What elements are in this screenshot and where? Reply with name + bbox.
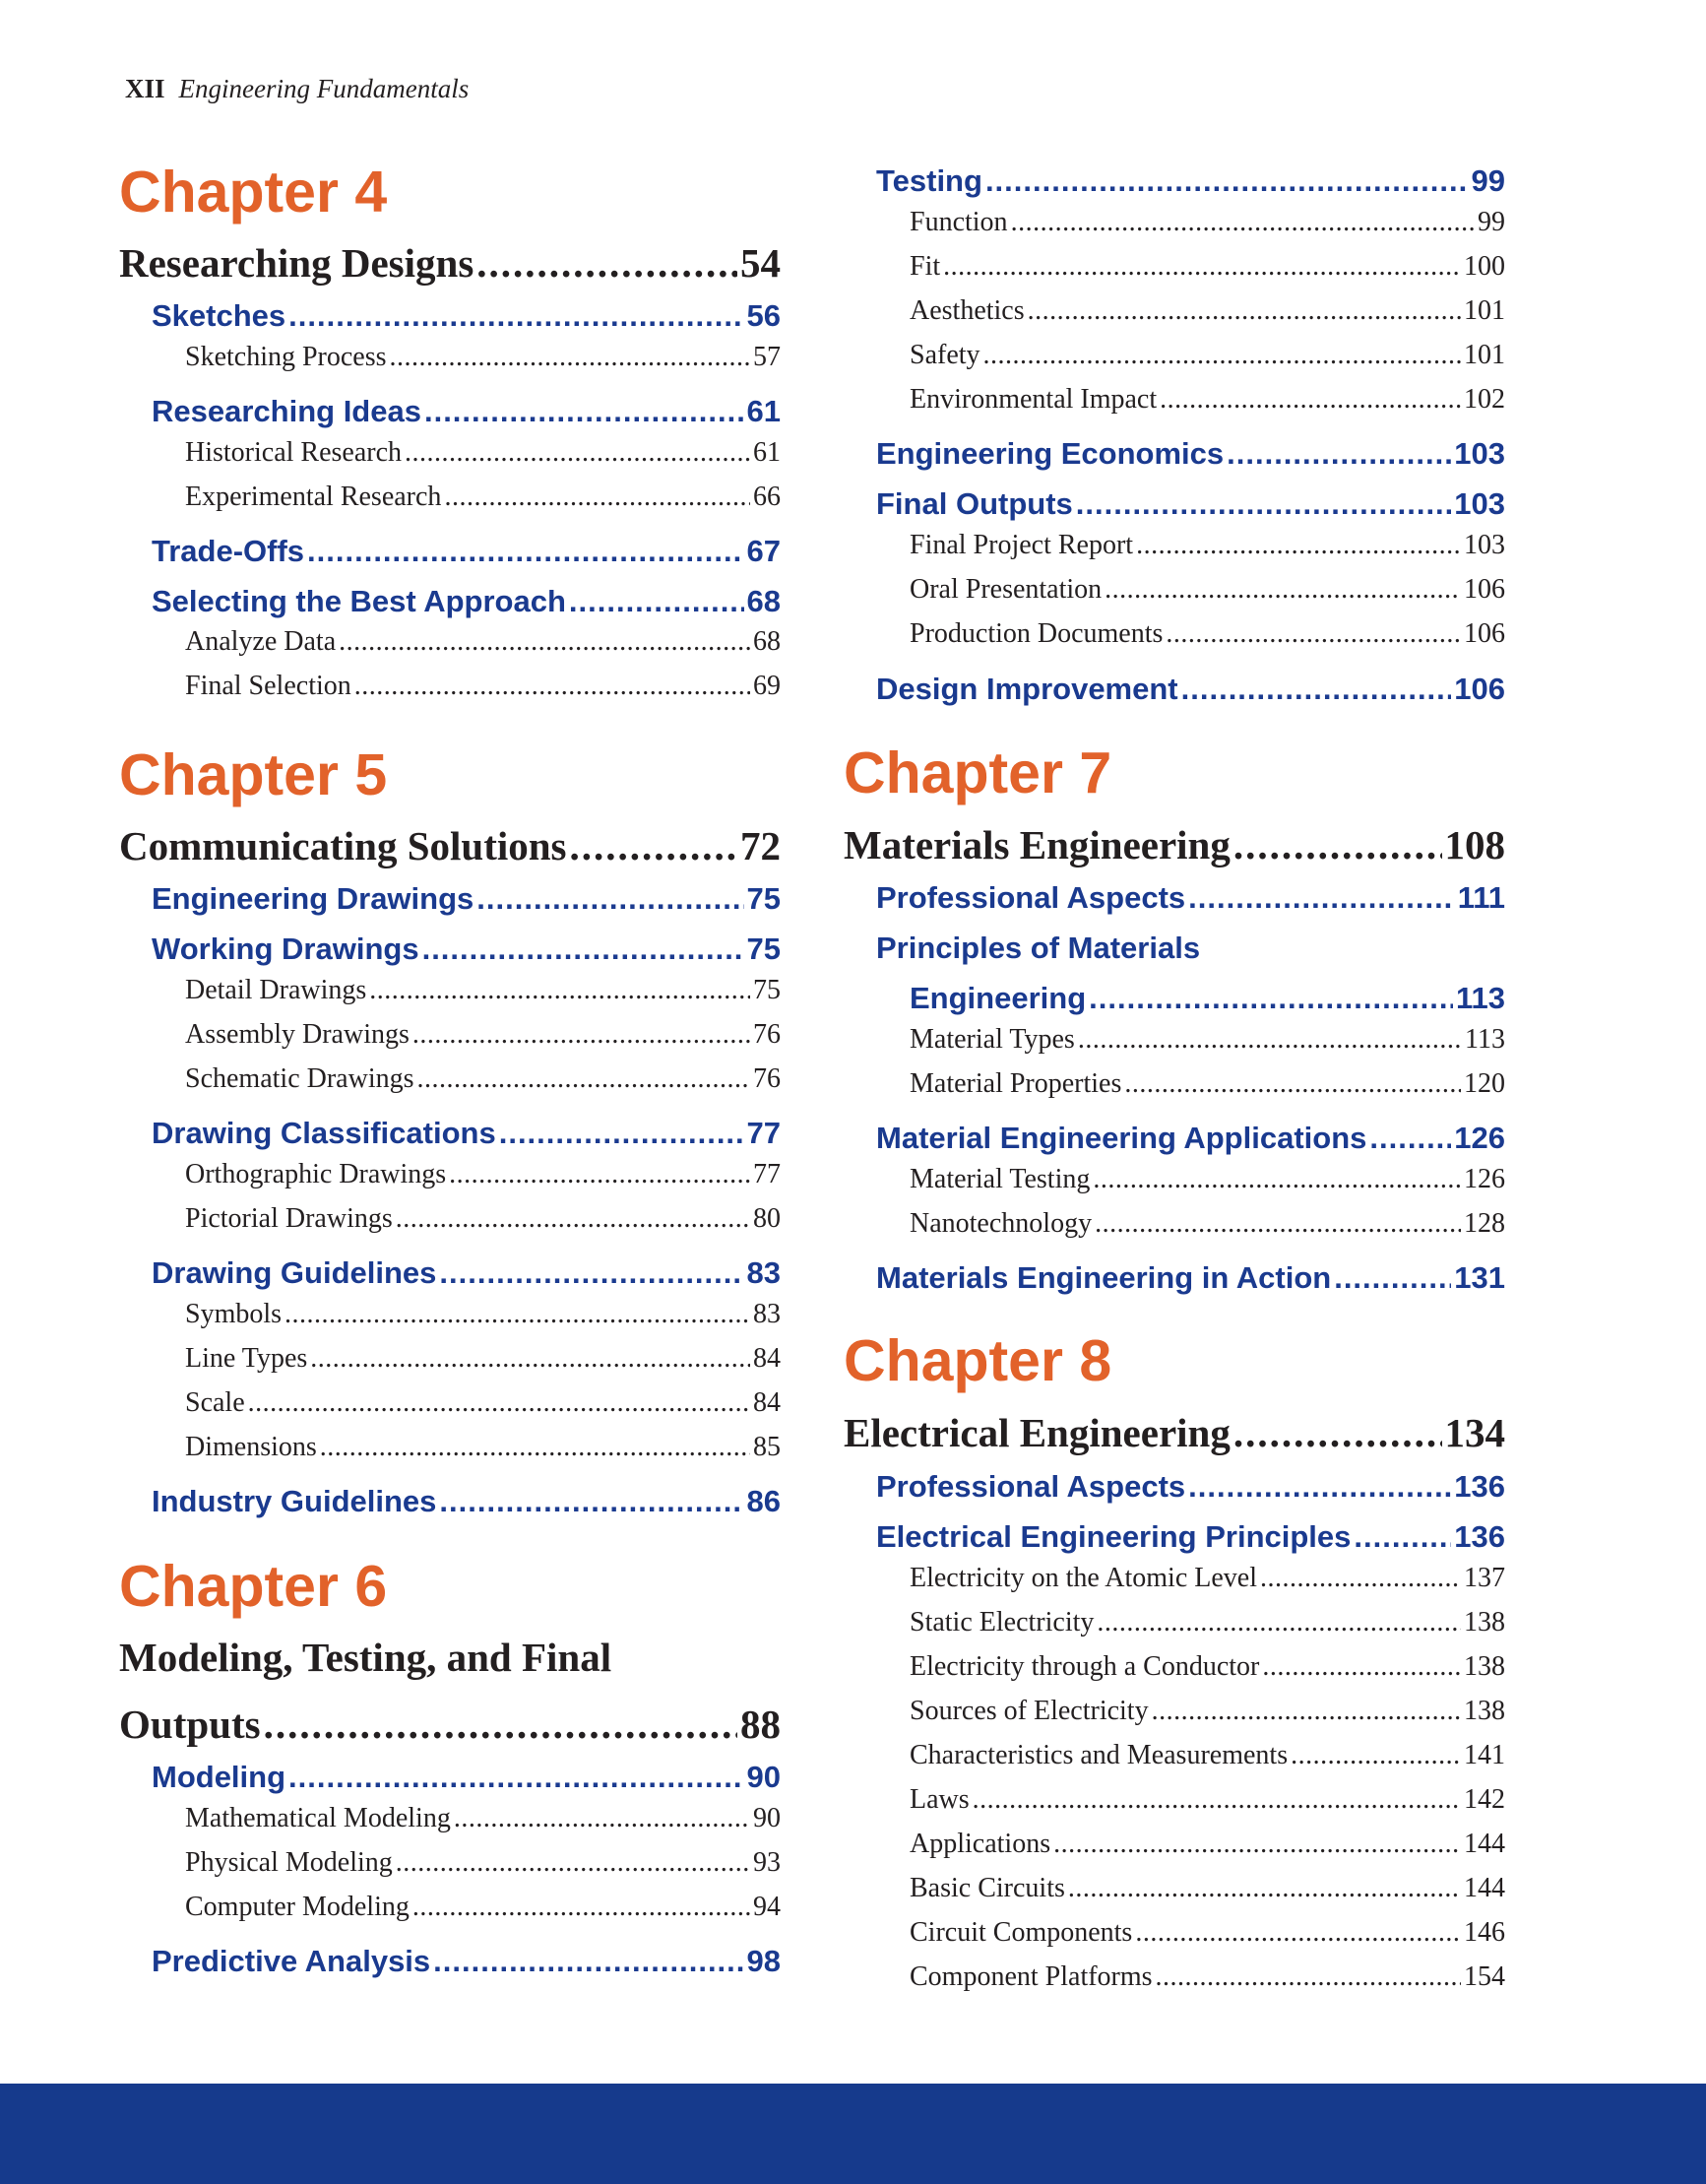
dot-leader	[1156, 1959, 1461, 1995]
toc-section-entry[interactable]	[844, 1467, 1505, 1507]
entry-title: Working Drawings	[152, 931, 419, 966]
dot-leader	[1089, 979, 1453, 1018]
entry-page: 99	[1478, 207, 1505, 237]
entry-title: Final Project Report	[910, 530, 1134, 560]
dot-leader	[1136, 528, 1461, 563]
entry-title: Component Platforms	[910, 1961, 1153, 1992]
toc-subentry[interactable]	[844, 1649, 1505, 1685]
toc-subentry[interactable]	[844, 338, 1505, 373]
entry-page: 154	[1464, 1961, 1505, 1992]
entry-page: 88	[740, 1702, 781, 1747]
toc-section-entry[interactable]	[119, 1253, 781, 1293]
entry-page: 126	[1464, 1164, 1505, 1194]
toc-subentry[interactable]	[844, 1561, 1505, 1596]
entry-title: Material Types	[910, 1024, 1075, 1055]
toc-section-entry[interactable]	[844, 1119, 1505, 1158]
entry-page: 126	[1454, 1121, 1505, 1155]
dot-leader	[1095, 1206, 1461, 1242]
toc-section-entry[interactable]	[119, 1482, 781, 1521]
chapter-title-entry[interactable]	[119, 1700, 781, 1749]
entry-page: 106	[1464, 574, 1505, 605]
entry-page: 57	[753, 342, 781, 372]
entry-page: 72	[740, 823, 781, 868]
dot-leader	[288, 296, 743, 336]
entry-title: Historical Research	[185, 437, 403, 468]
dot-leader	[412, 1890, 750, 1925]
entry-title: Static Electricity	[910, 1607, 1095, 1638]
book-title: Engineering Fundamentals	[178, 74, 470, 103]
entry-title: Sketching Process	[185, 342, 387, 372]
entry-title: Researching Ideas	[152, 394, 421, 428]
dot-leader	[1068, 1871, 1461, 1906]
dot-leader	[1260, 1561, 1461, 1596]
entry-page: 106	[1464, 618, 1505, 649]
entry-title: Material Properties	[910, 1068, 1122, 1099]
entry-title: Circuit Components	[910, 1917, 1133, 1948]
entry-page: 98	[746, 1944, 781, 1978]
toc-subentry[interactable]	[844, 293, 1505, 329]
dot-leader	[320, 1430, 750, 1465]
toc-subentry[interactable]	[119, 1385, 781, 1421]
entry-title: Detail Drawings	[185, 975, 367, 1005]
toc-subentry[interactable]	[844, 1694, 1505, 1729]
entry-title: Function	[910, 207, 1008, 237]
entry-page: 61	[753, 437, 781, 468]
entry-title: Materials Engineering	[844, 822, 1231, 867]
dot-leader	[1076, 484, 1452, 524]
dot-leader	[570, 821, 737, 870]
entry-title: Engineering	[910, 981, 1087, 1015]
entry-title: Final Outputs	[876, 486, 1073, 521]
dot-leader	[264, 1700, 737, 1749]
toc-subentry[interactable]	[844, 249, 1505, 285]
entry-title: Orthographic Drawings	[185, 1159, 447, 1189]
entry-page: 100	[1464, 251, 1505, 282]
entry-title: Laws	[910, 1784, 970, 1815]
entry-title: Nanotechnology	[910, 1208, 1093, 1239]
entry-title: Safety	[910, 340, 980, 370]
entry-title: Electricity through a Conductor	[910, 1651, 1260, 1682]
toc-subentry[interactable]	[844, 1022, 1505, 1058]
entry-title: Professional Aspects	[876, 1469, 1186, 1504]
dot-leader	[390, 340, 750, 375]
entry-title: Researching Designs	[119, 240, 474, 286]
entry-title: Testing	[876, 163, 982, 198]
entry-page: 84	[753, 1343, 781, 1374]
entry-title: Applications	[910, 1829, 1051, 1859]
dot-leader	[499, 1114, 744, 1153]
entry-title: Trade-Offs	[152, 534, 305, 568]
toc-section-entry[interactable]	[119, 930, 781, 969]
dot-leader	[417, 1061, 751, 1097]
dot-leader	[1105, 572, 1461, 608]
chapter-title-entry[interactable]	[844, 1408, 1505, 1457]
toc-subentry[interactable]	[119, 480, 781, 515]
toc-subentry[interactable]	[844, 382, 1505, 418]
entry-page: 137	[1464, 1563, 1505, 1593]
entry-page: 83	[746, 1255, 781, 1290]
dot-leader	[439, 1253, 743, 1293]
entry-title: Industry Guidelines	[152, 1484, 437, 1518]
dot-leader	[439, 1482, 743, 1521]
dot-leader	[1011, 205, 1475, 240]
dot-leader	[1291, 1738, 1461, 1773]
running-head	[125, 74, 469, 104]
entry-title: Line Types	[185, 1343, 308, 1374]
footer-band	[0, 2084, 1706, 2184]
dot-leader	[1227, 434, 1451, 474]
entry-page: 83	[753, 1299, 781, 1329]
entry-page: 85	[753, 1432, 781, 1462]
dot-leader	[973, 1782, 1461, 1818]
entry-page: 84	[753, 1387, 781, 1418]
entry-page: 93	[753, 1847, 781, 1878]
dot-leader	[1166, 616, 1461, 652]
entry-page: 103	[1464, 530, 1505, 560]
entry-page: 80	[753, 1203, 781, 1234]
entry-page: 111	[1457, 880, 1505, 915]
chapter-title-entry[interactable]	[119, 821, 781, 870]
dot-leader	[405, 435, 750, 471]
dot-leader	[1354, 1517, 1451, 1557]
entry-title: Electrical Engineering	[844, 1410, 1231, 1455]
toc-subentry[interactable]	[844, 1162, 1505, 1197]
toc-section-entry[interactable]	[844, 1258, 1505, 1298]
dot-leader	[985, 161, 1469, 201]
toc-subentry[interactable]	[119, 1341, 781, 1377]
entry-title: Oral Presentation	[910, 574, 1103, 605]
entry-title: Pictorial Drawings	[185, 1203, 393, 1234]
dot-leader	[369, 973, 750, 1008]
entry-page: 77	[753, 1159, 781, 1189]
dot-leader	[412, 1017, 750, 1053]
chapter-title-entry[interactable]	[844, 820, 1505, 869]
dot-leader	[1181, 670, 1452, 709]
entry-page: 99	[1471, 163, 1505, 198]
entry-page: 146	[1464, 1917, 1505, 1948]
dot-leader	[248, 1385, 750, 1421]
entry-page: 102	[1464, 384, 1505, 415]
entry-page: 138	[1464, 1607, 1505, 1638]
entry-title: Schematic Drawings	[185, 1063, 414, 1094]
entry-title: Materials Engineering in Action	[876, 1260, 1332, 1295]
dot-leader	[433, 1942, 743, 1981]
entry-page: 141	[1464, 1740, 1505, 1770]
toc-subentry[interactable]	[844, 1827, 1505, 1862]
entry-page: 75	[746, 881, 781, 916]
toc-subentry[interactable]	[119, 1801, 781, 1836]
dot-leader	[424, 392, 744, 431]
entry-title: Material Engineering Applications	[876, 1121, 1367, 1155]
dot-leader	[1160, 382, 1461, 418]
entry-page: 136	[1454, 1469, 1505, 1504]
chapter-title-entry[interactable]	[119, 238, 781, 288]
entry-title: Sketches	[152, 298, 286, 333]
toc-subentry[interactable]	[844, 205, 1505, 240]
entry-title: Aesthetics	[910, 295, 1025, 326]
toc-subentry[interactable]	[119, 1430, 781, 1465]
chapter-heading: Chapter 4	[119, 160, 388, 225]
dot-leader	[1152, 1694, 1461, 1729]
entry-page: 106	[1454, 672, 1505, 706]
dot-leader	[1233, 1408, 1442, 1457]
dot-leader	[396, 1201, 750, 1237]
entry-title: Engineering Economics	[876, 436, 1225, 471]
entry-title: Dimensions	[185, 1432, 317, 1462]
entry-page: 75	[746, 931, 781, 966]
entry-title: Electricity on the Atomic Level	[910, 1563, 1257, 1593]
entry-page: 113	[1465, 1024, 1505, 1055]
entry-title: Fit	[910, 251, 941, 282]
entry-page: 113	[1455, 981, 1505, 1015]
toc-section-entry[interactable]	[119, 532, 781, 571]
entry-page: 101	[1464, 340, 1505, 370]
entry-page: 128	[1464, 1208, 1505, 1239]
chapter-heading: Chapter 5	[119, 742, 388, 807]
entry-page: 138	[1464, 1651, 1505, 1682]
entry-page: 69	[753, 671, 781, 701]
page-folio: XII	[125, 74, 165, 103]
entry-page: 134	[1444, 1410, 1505, 1455]
entry-page: 120	[1464, 1068, 1505, 1099]
dot-leader	[1097, 1605, 1461, 1640]
toc-section-entry[interactable]	[844, 670, 1505, 709]
entry-title: Production Documents	[910, 618, 1164, 649]
entry-title: Drawing Guidelines	[152, 1255, 437, 1290]
entry-page: 103	[1454, 486, 1505, 521]
dot-leader	[1028, 293, 1461, 329]
entry-title: Scale	[185, 1387, 245, 1418]
dot-leader	[1233, 820, 1442, 869]
entry-title: Final Selection	[185, 671, 351, 701]
toc-subentry[interactable]	[844, 1738, 1505, 1773]
dot-leader	[449, 1157, 750, 1192]
dot-leader	[310, 1341, 750, 1377]
entry-page: 136	[1454, 1519, 1505, 1554]
dot-leader	[1135, 1915, 1461, 1951]
toc-subentry[interactable]	[119, 340, 781, 375]
dot-leader	[1369, 1119, 1451, 1158]
toc-subentry[interactable]	[844, 1915, 1505, 1951]
toc-subentry[interactable]	[119, 1061, 781, 1097]
dot-leader	[339, 624, 750, 660]
chapter-heading: Chapter 7	[844, 740, 1112, 805]
toc-section-entry[interactable]	[119, 392, 781, 431]
entry-page: 131	[1454, 1260, 1505, 1295]
entry-page: 77	[746, 1116, 781, 1150]
entry-page: 54	[740, 240, 781, 286]
dot-leader	[943, 249, 1461, 285]
toc-subentry[interactable]	[119, 973, 781, 1008]
entry-page: 67	[746, 534, 781, 568]
entry-title: Electrical Engineering Principles	[876, 1519, 1352, 1554]
toc-subentry[interactable]	[119, 1157, 781, 1192]
entry-page: 76	[753, 1063, 781, 1094]
toc-section-entry[interactable]	[119, 296, 781, 336]
toc-subentry[interactable]	[844, 1782, 1505, 1818]
entry-page: 144	[1464, 1829, 1505, 1859]
dot-leader	[288, 1758, 743, 1797]
toc-section-entry[interactable]	[119, 879, 781, 919]
dot-leader	[284, 1297, 750, 1332]
entry-title: Physical Modeling	[185, 1847, 393, 1878]
toc-subentry[interactable]	[844, 1605, 1505, 1640]
dot-leader	[476, 238, 737, 288]
toc-subentry[interactable]	[844, 1871, 1505, 1906]
dot-leader	[1124, 1066, 1461, 1102]
toc-subentry[interactable]	[119, 624, 781, 660]
entry-title: Basic Circuits	[910, 1873, 1065, 1903]
entry-page: 144	[1464, 1873, 1505, 1903]
entry-title: Selecting the Best Approach	[152, 584, 566, 618]
dot-leader	[354, 669, 750, 704]
entry-title: Mathematical Modeling	[185, 1803, 451, 1833]
toc-section-entry[interactable]	[119, 1114, 781, 1153]
entry-page: 103	[1454, 436, 1505, 471]
dot-leader	[1093, 1162, 1461, 1197]
toc-section-entry[interactable]	[844, 434, 1505, 474]
dot-leader	[983, 338, 1461, 373]
entry-title: Analyze Data	[185, 626, 337, 657]
toc-subentry[interactable]	[119, 669, 781, 704]
dot-leader	[454, 1801, 750, 1836]
toc-subentry[interactable]	[844, 572, 1505, 608]
toc-section-entry[interactable]	[844, 484, 1505, 524]
entry-title: Design Improvement	[876, 672, 1178, 706]
entry-page: 75	[753, 975, 781, 1005]
entry-page: 90	[753, 1803, 781, 1833]
dot-leader	[307, 532, 743, 571]
entry-page: 56	[746, 298, 781, 333]
entry-title: Drawing Classifications	[152, 1116, 496, 1150]
entry-page: 66	[753, 482, 781, 512]
toc-section-title-line[interactable]: Principles of Materials	[876, 931, 1201, 965]
dot-leader	[1334, 1258, 1451, 1298]
dot-leader	[1053, 1827, 1461, 1862]
entry-title: Outputs	[119, 1702, 261, 1747]
entry-title: Professional Aspects	[876, 880, 1186, 915]
entry-page: 138	[1464, 1696, 1505, 1726]
entry-title: Sources of Electricity	[910, 1696, 1149, 1726]
toc-section-entry[interactable]	[119, 1942, 781, 1981]
entry-page: 90	[746, 1760, 781, 1794]
dot-leader	[569, 582, 744, 621]
entry-title: Characteristics and Measurements	[910, 1740, 1289, 1770]
toc-subentry[interactable]	[119, 1297, 781, 1332]
entry-page: 68	[746, 584, 781, 618]
entry-title: Symbols	[185, 1299, 283, 1329]
toc-subentry[interactable]	[119, 1201, 781, 1237]
entry-page: 68	[753, 626, 781, 657]
toc-subentry[interactable]	[844, 528, 1505, 563]
entry-page: 108	[1444, 822, 1505, 867]
dot-leader	[1262, 1649, 1461, 1685]
entry-page: 61	[746, 394, 781, 428]
toc-section-entry[interactable]	[844, 1517, 1505, 1557]
entry-title: Modeling	[152, 1760, 286, 1794]
chapter-heading: Chapter 6	[119, 1554, 388, 1619]
entry-page: 76	[753, 1019, 781, 1050]
entry-title: Communicating Solutions	[119, 823, 567, 868]
chapter-heading: Chapter 8	[844, 1328, 1112, 1393]
chapter-title-line: Modeling, Testing, and Final	[119, 1635, 612, 1680]
dot-leader	[1078, 1022, 1462, 1058]
dot-leader	[422, 930, 744, 969]
toc-subentry[interactable]	[119, 1845, 781, 1881]
toc-subentry[interactable]	[844, 616, 1505, 652]
toc-section-entry[interactable]	[844, 878, 1505, 918]
dot-leader	[396, 1845, 750, 1881]
dot-leader	[476, 879, 743, 919]
toc-section-entry[interactable]	[844, 979, 1505, 1018]
entry-page: 86	[746, 1484, 781, 1518]
dot-leader	[1188, 1467, 1451, 1507]
toc-subentry[interactable]	[119, 1017, 781, 1053]
entry-title: Engineering Drawings	[152, 881, 474, 916]
toc-section-entry[interactable]	[119, 582, 781, 621]
toc-section-entry[interactable]	[119, 1758, 781, 1797]
entry-title: Environmental Impact	[910, 384, 1158, 415]
toc-subentry[interactable]	[119, 435, 781, 471]
dot-leader	[444, 480, 750, 515]
entry-title: Predictive Analysis	[152, 1944, 431, 1978]
entry-title: Assembly Drawings	[185, 1019, 410, 1050]
toc-subentry[interactable]	[844, 1959, 1505, 1995]
entry-page: 94	[753, 1892, 781, 1922]
entry-title: Computer Modeling	[185, 1892, 410, 1922]
entry-page: 101	[1464, 295, 1505, 326]
entry-title: Experimental Research	[185, 482, 442, 512]
entry-title: Material Testing	[910, 1164, 1091, 1194]
toc-subentry[interactable]	[844, 1066, 1505, 1102]
toc-subentry[interactable]	[844, 1206, 1505, 1242]
toc-section-entry[interactable]	[844, 161, 1505, 201]
entry-page: 142	[1464, 1784, 1505, 1815]
toc-subentry[interactable]	[119, 1890, 781, 1925]
dot-leader	[1188, 878, 1455, 918]
